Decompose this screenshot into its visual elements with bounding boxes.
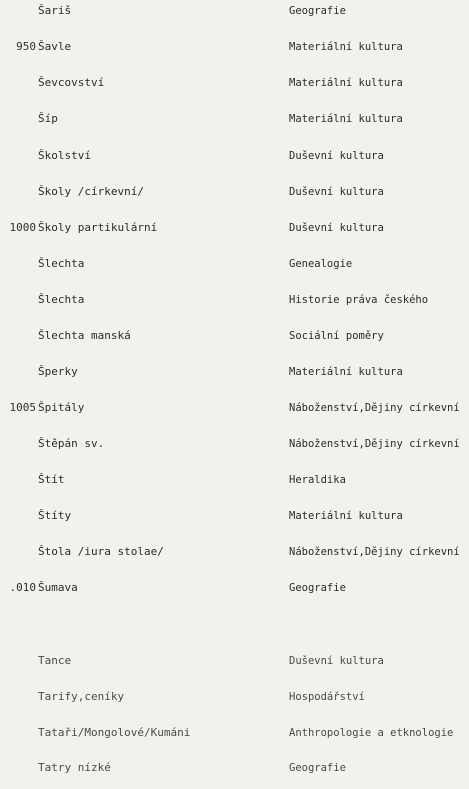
entry-category: Genealogie xyxy=(289,258,353,270)
entry-category: Anthropologie a etknologie xyxy=(289,727,454,739)
index-row xyxy=(0,470,469,490)
entry-category: Materiální kultura xyxy=(289,41,403,53)
entry-term: Školství xyxy=(38,149,91,162)
entry-term: Školy /církevní/ xyxy=(38,185,144,198)
index-row xyxy=(0,109,469,129)
index-row xyxy=(0,506,469,526)
entry-category: Materiální kultura xyxy=(289,77,403,89)
entry-term: Šlechta xyxy=(38,293,85,306)
entry-category: Materiální kultura xyxy=(289,113,403,125)
entry-category: Materiální kultura xyxy=(289,510,403,522)
entry-term: Šlechta xyxy=(38,257,85,270)
index-row xyxy=(0,254,469,274)
entry-term: Ševcovství xyxy=(38,76,105,89)
index-row xyxy=(0,1,469,21)
index-row xyxy=(0,687,469,707)
entry-term: Šavle xyxy=(38,40,72,53)
entry-number: .010 xyxy=(9,581,36,594)
entry-term: Šíp xyxy=(38,112,58,125)
entry-term: Šlechta manská xyxy=(38,329,131,342)
entry-category: Náboženství,Dějiny církevní xyxy=(289,438,460,450)
entry-category: Duševní kultura xyxy=(289,150,384,162)
index-row xyxy=(0,218,469,238)
index-row xyxy=(0,723,469,743)
index-row xyxy=(0,758,469,778)
index-row xyxy=(0,542,469,562)
index-row xyxy=(0,73,469,93)
entry-term: Školy partikulární xyxy=(38,221,158,234)
entry-category: Náboženství,Dějiny církevní xyxy=(289,546,460,558)
entry-number: 1005 xyxy=(9,401,36,414)
entry-category: Geografie xyxy=(289,762,346,774)
entry-number: 950 xyxy=(16,40,36,53)
entry-category: Geografie xyxy=(289,582,346,594)
entry-category: Náboženství,Dějiny církevní xyxy=(289,402,460,414)
index-row xyxy=(0,362,469,382)
index-row xyxy=(0,434,469,454)
entry-category: Duševní kultura xyxy=(289,222,384,234)
entry-category: Sociální poměry xyxy=(289,330,384,342)
entry-term: Tarify,ceníky xyxy=(38,690,125,703)
entry-category: Duševní kultura xyxy=(289,186,384,198)
entry-term: Tance xyxy=(38,654,72,667)
entry-term: Šumava xyxy=(38,581,78,594)
entry-term: Štít xyxy=(38,473,65,486)
index-row xyxy=(0,37,469,57)
entry-term: Štíty xyxy=(38,509,72,522)
entry-term: Špitály xyxy=(38,401,85,414)
index-row xyxy=(0,182,469,202)
index-row xyxy=(0,578,469,598)
entry-category: Hospodářství xyxy=(289,691,365,703)
entry-term: Šariš xyxy=(38,4,72,17)
index-row xyxy=(0,651,469,671)
index-row xyxy=(0,290,469,310)
index-row xyxy=(0,326,469,346)
entry-number: 1000 xyxy=(9,221,36,234)
entry-category: Heraldika xyxy=(289,474,346,486)
entry-term: Tataři/Mongolové/Kumáni xyxy=(38,726,191,739)
entry-category: Duševní kultura xyxy=(289,655,384,667)
entry-category: Materiální kultura xyxy=(289,366,403,378)
index-row xyxy=(0,146,469,166)
entry-term: Štola /iura stolae/ xyxy=(38,545,164,558)
entry-term: Tatry nízké xyxy=(38,761,111,774)
entry-term: Šperky xyxy=(38,365,78,378)
entry-category: Geografie xyxy=(289,5,346,17)
entry-term: Štěpán sv. xyxy=(38,437,105,450)
entry-category: Historie práva českého xyxy=(289,294,429,306)
index-row xyxy=(0,398,469,418)
